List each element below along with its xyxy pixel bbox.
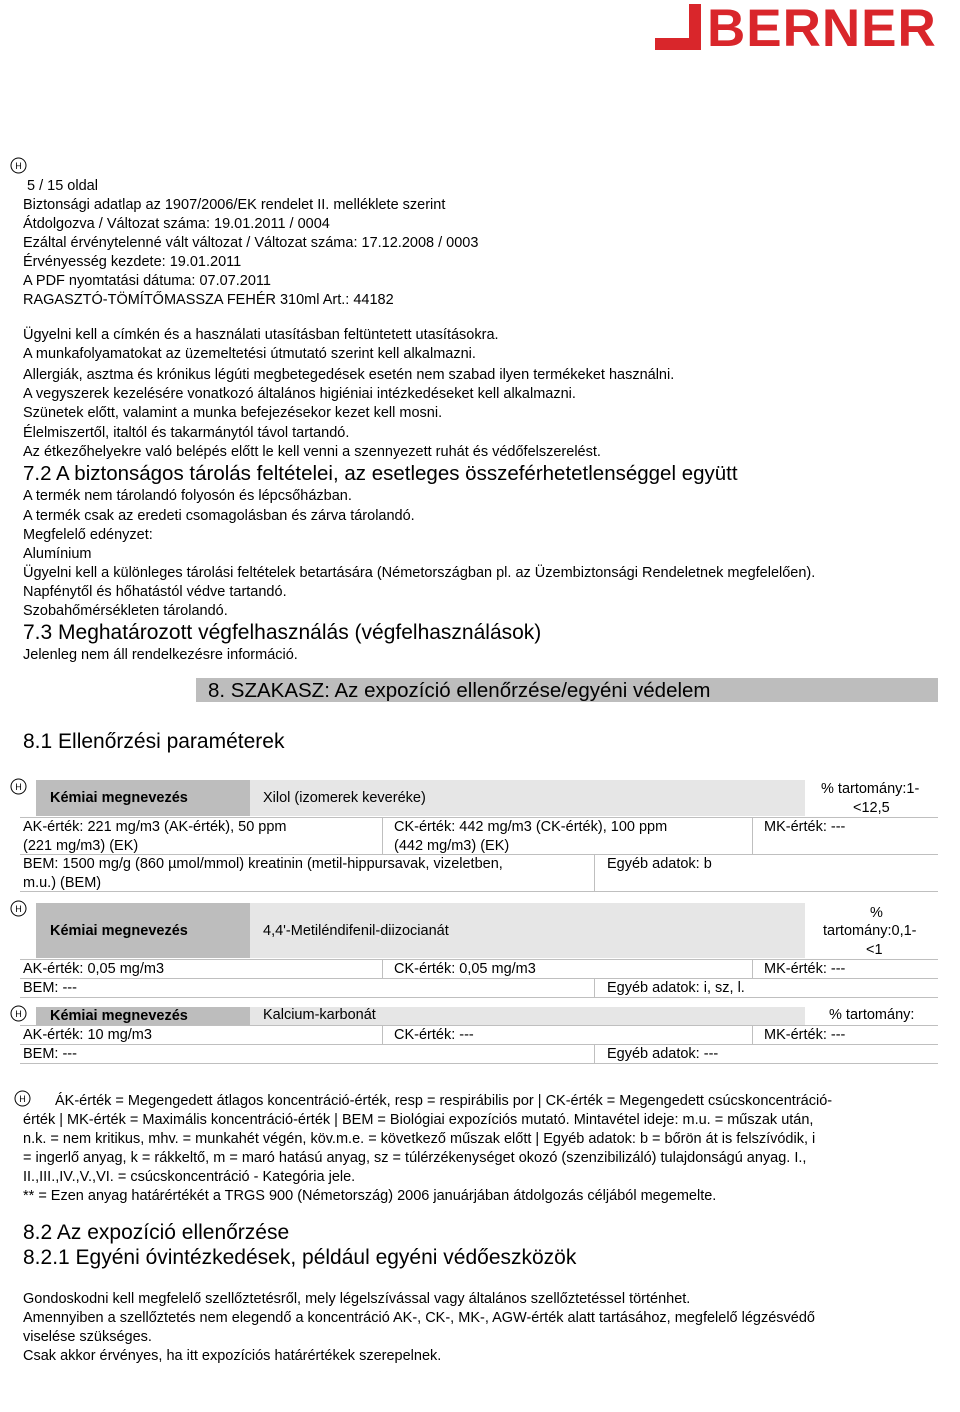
text-line: viselése szükséges. xyxy=(23,1329,152,1345)
chem-name: Xilol (izomerek keveréke) xyxy=(263,790,426,806)
pct-range-2: tartomány:0,1- xyxy=(823,923,917,939)
ak-value: AK-érték: 10 mg/m3 xyxy=(23,1027,152,1043)
legend-line: érték | MK-érték = Maximális koncentráció-érték | BEM = Biológiai expozíciós mutató. Mintavétel ideje: m.u. = műszak után, xyxy=(23,1112,814,1128)
chem-name: Kalcium-karbonát xyxy=(263,1007,376,1023)
chem-label: Kémiai megnevezés xyxy=(50,923,188,939)
ck-value: CK-érték: 0,05 mg/m3 xyxy=(394,961,536,977)
header-superseded: Ezáltal érvénytelenné vált változat / Változat száma: 17.12.2008 / 0003 xyxy=(23,235,479,251)
ck-value-2: (442 mg/m3) (EK) xyxy=(394,838,510,854)
legend-line: = ingerlő anyag, k = rákkeltő, m = maró hatású anyag, sz = túlérzékenységet okozó (szenzibilizáló) tulajdonságú anyag. I., xyxy=(23,1150,807,1166)
text-line: Amennyiben a szellőztetés nem elegendő a koncentráció AK-, CK-, MK-, AGW-érték alatt tartásához, megfelelő légzésvédő xyxy=(23,1310,815,1326)
pct-range-3: <1 xyxy=(866,942,883,958)
text-line: Napfénytől és hőhatástól védve tartandó. xyxy=(23,584,287,600)
svg-text:H: H xyxy=(15,1009,22,1019)
text-line: A vegyszerek kezelésére vonatkozó általános higiéniai intézkedéseket kell alkalmazni. xyxy=(23,386,576,402)
change-mark-icon xyxy=(10,778,27,795)
header-revision: Átdolgozva / Változat száma: 19.01.2011 / 0004 xyxy=(23,216,330,232)
legend-line: ** = Ezen anyag határértékét a TRGS 900 (Németország) 2006 januárjában átdolgozás céljából megemelte. xyxy=(23,1188,717,1204)
mk-value: MK-érték: --- xyxy=(764,1027,846,1043)
ck-value: CK-érték: --- xyxy=(394,1027,474,1043)
bem-value: BEM: --- xyxy=(23,980,77,996)
svg-text:H: H xyxy=(15,782,22,792)
legend-line: II.,III.,IV.,V.,VI. = csúcskoncentráció - Kategória jele. xyxy=(23,1169,356,1185)
text-line: Megfelelő edényzet: xyxy=(23,527,153,543)
heading-8-1: 8.1 Ellenőrzési paraméterek xyxy=(23,730,285,753)
svg-text:H: H xyxy=(15,161,22,171)
pct-range: % xyxy=(870,905,883,921)
change-mark-icon xyxy=(14,1090,31,1107)
svg-text:H: H xyxy=(19,1094,26,1104)
egyeb-value: Egyéb adatok: b xyxy=(607,856,712,872)
page-number: 5 / 15 oldal xyxy=(27,178,98,194)
change-mark-icon xyxy=(10,900,27,917)
section-8-title: 8. SZAKASZ: Az expozíció ellenőrzése/egyéni védelem xyxy=(208,679,711,702)
egyeb-value: Egyéb adatok: i, sz, l. xyxy=(607,980,745,996)
chem-name: 4,4'-Metiléndifenil-diizocianát xyxy=(263,923,449,939)
bem-value-2: m.u.) (BEM) xyxy=(23,875,102,891)
header-product: RAGASZTÓ-TÖMÍTŐMASSZA FEHÉR 310ml Art.: 44182 xyxy=(23,292,394,308)
text-line: Élelmiszertől, italtól és takarmánytól távol tartandó. xyxy=(23,425,350,441)
heading-7-2: 7.2 A biztonságos tárolás feltételei, az esetleges összeférhetetlenséggel együtt xyxy=(23,462,738,485)
egyeb-value: Egyéb adatok: --- xyxy=(607,1046,719,1062)
chem-label: Kémiai megnevezés xyxy=(50,1008,188,1024)
mk-value: MK-érték: --- xyxy=(764,819,846,835)
heading-8-2-1: 8.2.1 Egyéni óvintézkedések, például egyéni védőeszközök xyxy=(23,1246,577,1269)
text-line: A termék csak az eredeti csomagolásban és zárva tárolandó. xyxy=(23,508,415,524)
berner-logo-mark-icon xyxy=(655,4,701,50)
pct-range-2: <12,5 xyxy=(853,800,890,816)
legend-line: ÁK-érték = Megengedett átlagos koncentráció-érték, resp = respirábilis por | CK-érték = Megengedett csúcskoncentráció- xyxy=(55,1093,833,1109)
text-line: Csak akkor érvényes, ha itt expozíciós határértékek szerepelnek. xyxy=(23,1348,442,1364)
logo-text: BERNER xyxy=(707,0,937,58)
text-line: Ügyelni kell a különleges tárolási feltételek betartására (Németországban pl. az Üzembiztonsági Rendeletnek megfelelően). xyxy=(23,565,816,581)
text-line: Szobahőmérsékleten tárolandó. xyxy=(23,603,228,619)
text-line: Az étkezőhelyekre való belépés előtt le kell venni a szennyezett ruhát és védőfelszerelést. xyxy=(23,444,601,460)
bem-value: BEM: --- xyxy=(23,1046,77,1062)
header-valid-from: Érvényesség kezdete: 19.01.2011 xyxy=(23,254,242,270)
svg-text:H: H xyxy=(15,904,22,914)
legend-line: n.k. = nem kritikus, mhv. = munkahét végén, köv.m.e. = következő műszak előtt | Egyéb adatok: b = bőrön át is felszívódik, i xyxy=(23,1131,816,1147)
ck-value: CK-érték: 442 mg/m3 (CK-érték), 100 ppm xyxy=(394,819,668,835)
text-line: A termék nem tárolandó folyosón és lépcsőházban. xyxy=(23,488,352,504)
text-line: Jelenleg nem áll rendelkezésre információ. xyxy=(23,647,298,663)
text-line: Ügyelni kell a címkén és a használati utasításban feltüntetett utasításokra. xyxy=(23,327,499,343)
text-line: Allergiák, asztma és krónikus légúti megbetegedések esetén nem szabad ilyen termékeket használni. xyxy=(23,367,675,383)
header-print-date: A PDF nyomtatási dátuma: 07.07.2011 xyxy=(23,273,271,289)
ak-value: AK-érték: 221 mg/m3 (AK-érték), 50 ppm xyxy=(23,819,287,835)
text-line: A munkafolyamatokat az üzemeltetési útmutató szerint kell alkalmazni. xyxy=(23,346,476,362)
pct-range: % tartomány:1- xyxy=(821,781,920,797)
text-line: Szünetek előtt, valamint a munka befejezésekor kezet kell mosni. xyxy=(23,405,443,421)
heading-7-3: 7.3 Meghatározott végfelhasználás (végfelhasználások) xyxy=(23,621,542,644)
change-mark-icon xyxy=(10,1005,27,1022)
ak-value-2: (221 mg/m3) (EK) xyxy=(23,838,139,854)
bem-value: BEM: 1500 mg/g (860 µmol/mmol) kreatinin (metil-hippursavak, vizeletben, xyxy=(23,856,503,872)
mk-value: MK-érték: --- xyxy=(764,961,846,977)
heading-8-2: 8.2 Az expozíció ellenőrzése xyxy=(23,1221,290,1244)
text-line: Gondoskodni kell megfelelő szellőztetésről, mely légelszívással vagy általános szellőztetéssel történhet. xyxy=(23,1291,691,1307)
text-line: Alumínium xyxy=(23,546,92,562)
change-mark-icon xyxy=(10,157,27,174)
pct-range: % tartomány: xyxy=(829,1007,915,1023)
header-regulation: Biztonsági adatlap az 1907/2006/EK rendelet II. melléklete szerint xyxy=(23,197,446,213)
ak-value: AK-érték: 0,05 mg/m3 xyxy=(23,961,165,977)
chem-label: Kémiai megnevezés xyxy=(50,790,188,806)
